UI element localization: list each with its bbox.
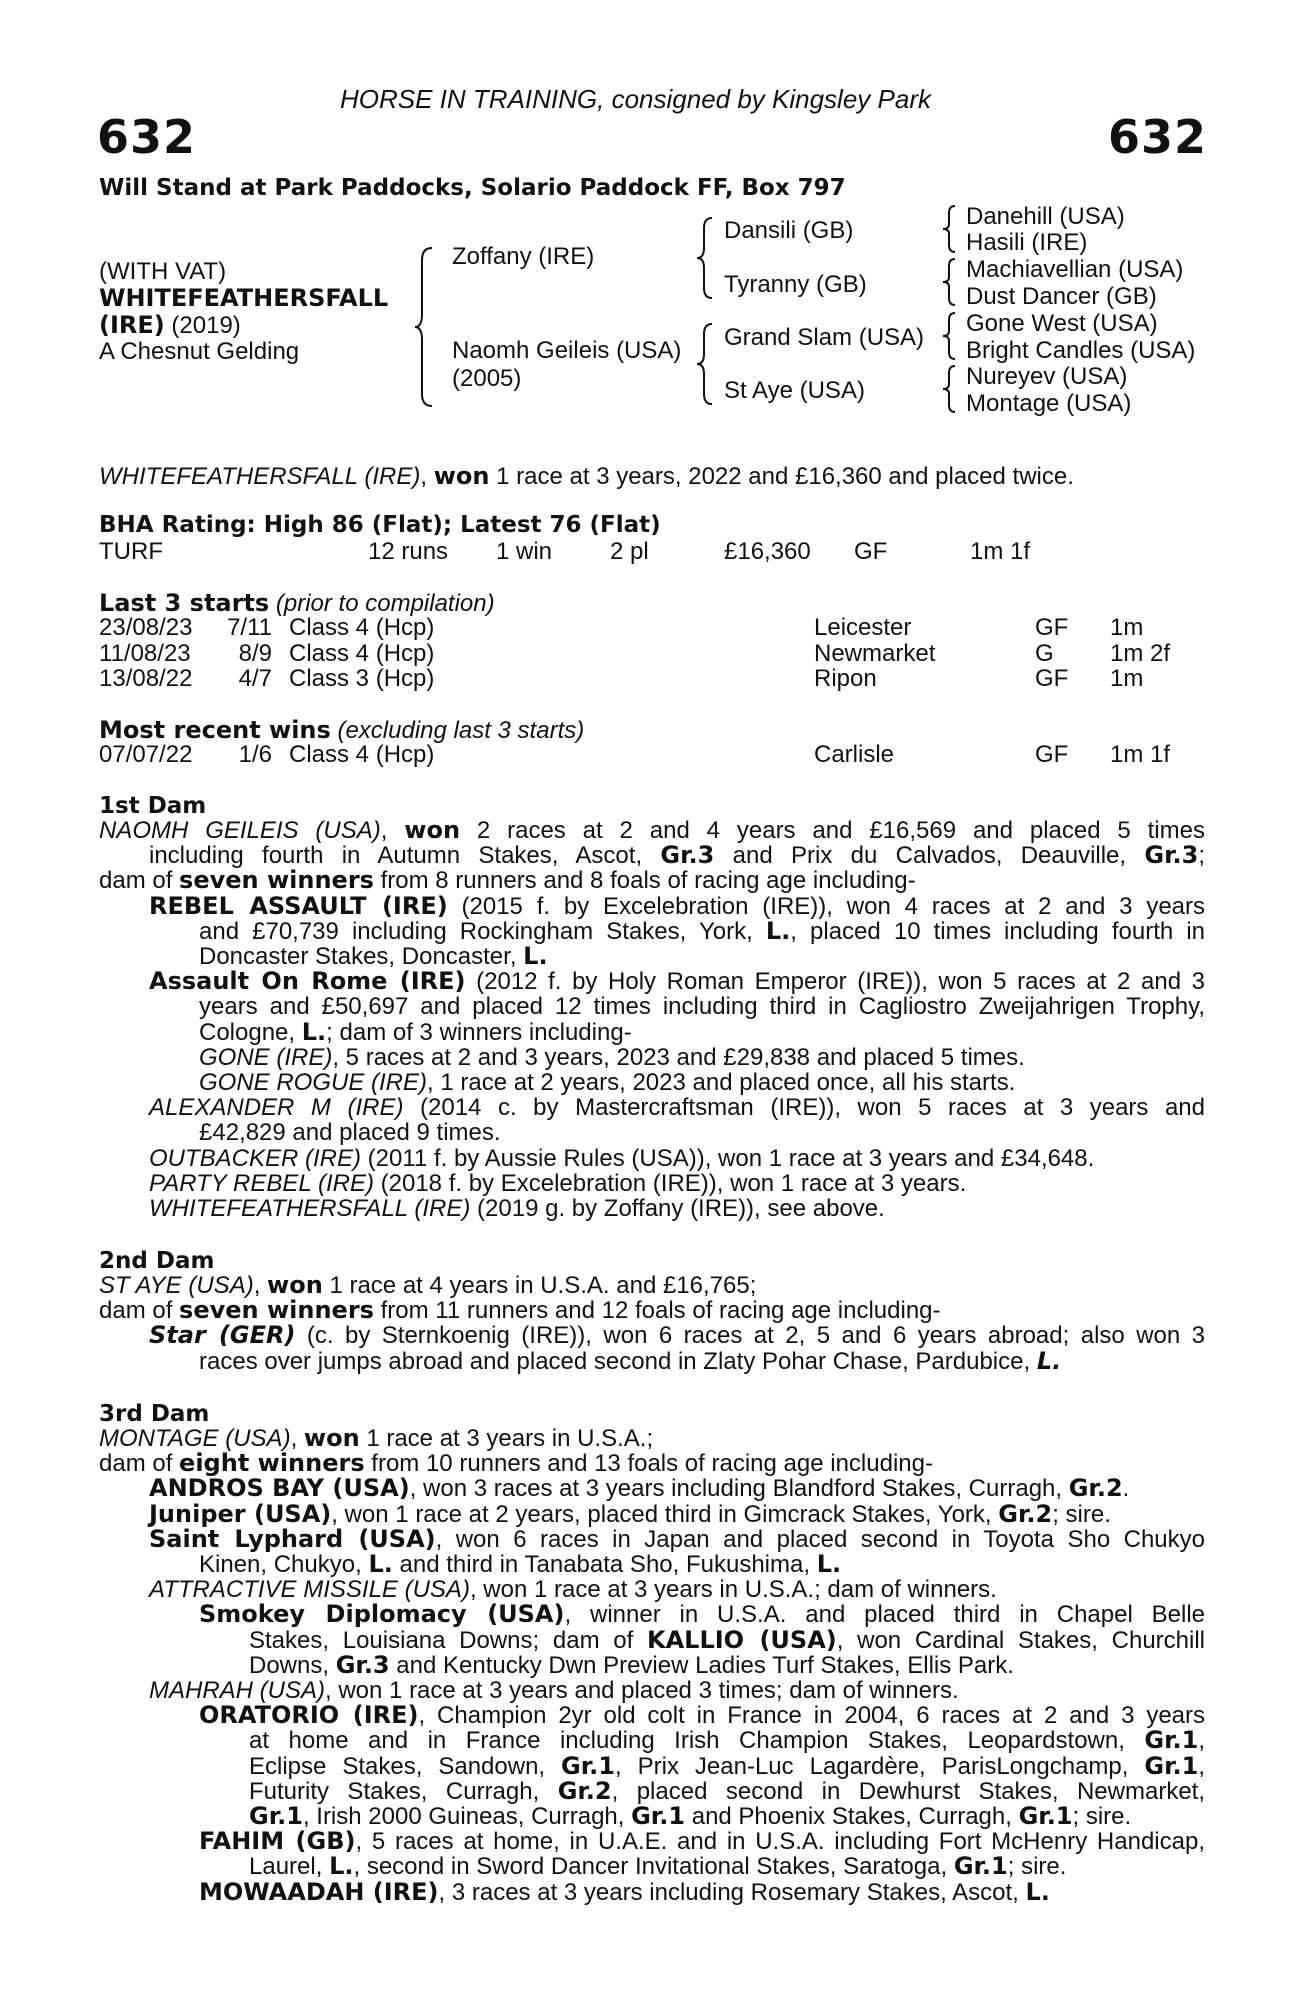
emphasis-run: Gr.3 (660, 841, 715, 870)
dam2-title: 2nd Dam (99, 1248, 215, 1274)
text-run: , 5 races at home, in U.A.E. and in U.S.A. including Fort McHenry Handicap, (355, 1828, 1205, 1856)
emphasis-run: seven winners (179, 1296, 374, 1325)
start-date: 13/08/22 (99, 665, 193, 692)
win-dist: 1m 1f (1110, 741, 1171, 768)
emphasis-run: L. (301, 1017, 327, 1046)
emphasis-run: Gr.1 (249, 1802, 303, 1831)
emphasis-run: L. (816, 1550, 842, 1579)
start-dist: 1m 2f (1110, 639, 1171, 667)
text-run: and Kentucky Dwn Preview Ladies Turf Stakes, Ellis Park. (389, 1651, 1014, 1679)
text-line (99, 891, 1206, 920)
text-run: (c. by Sternkoenig (IRE)), won 6 races at 2, 5 and 6 years abroad; also won 3 (295, 1322, 1206, 1350)
text-line (99, 1577, 1205, 1602)
text-line (99, 1499, 1205, 1528)
ggp-1: Danehill (USA) (966, 203, 1125, 230)
dam1-title: 1st Dam (99, 793, 207, 819)
start-going: G (1035, 639, 1054, 667)
text-run: , 5 races at 2 and 3 years, 2023 and £29,838 and placed 5 times. (332, 1043, 1025, 1071)
emphasis-run: ORATORIO (IRE) (199, 1701, 419, 1730)
start-date: 11/08/23 (99, 639, 191, 667)
emphasis-run: Gr.2 (998, 1499, 1053, 1528)
rating-going: GF (854, 538, 888, 565)
text-run: , won 6 races in Japan and placed second in Toyota Sho Chukyo (435, 1525, 1205, 1553)
emphasis-run: L. (523, 942, 548, 971)
text-run: , placed second in Dewhurst Stakes, Newmarket, (611, 1777, 1206, 1805)
text-run: , Irish 2000 Guineas, Curragh, (302, 1803, 632, 1831)
ggp-2: Hasili (IRE) (966, 229, 1088, 256)
text-run: dam of (99, 1450, 180, 1478)
sire-sire-name: Dansili (GB) (724, 217, 854, 244)
text-run: and Phoenix Stakes, Curragh, (685, 1803, 1019, 1831)
text-run: Eclipse Stakes, Sandown, (249, 1752, 562, 1780)
rating-distance: 1m 1f (970, 538, 1031, 565)
ggp-6: Bright Candles (USA) (966, 337, 1196, 364)
pedigree-brace-gg2 (942, 257, 958, 307)
start-pos: 8/9 (238, 639, 272, 667)
race-summary: WHITEFEATHERSFALL (IRE), won 1 race at 3 years, 2022 and £16,360 and placed twice. (99, 462, 1074, 490)
emphasis-run: L. (368, 1550, 393, 1579)
text-run: dam of (99, 1297, 180, 1325)
emphasis-run: Gr.1 (561, 1751, 615, 1780)
emphasis-run: Gr.3 (335, 1650, 390, 1679)
recent-wins-title: Most recent wins (99, 716, 331, 744)
text-run: , 3 races at 3 years including Rosemary Stakes, Ascot, (438, 1878, 1026, 1906)
summary-horse-name: WHITEFEATHERSFALL (IRE) (99, 463, 421, 490)
text-run: Doncaster Stakes, Doncaster, (199, 943, 524, 971)
text-line (99, 1171, 1205, 1196)
emphasis-run: won (404, 816, 461, 844)
emphasis-run: Gr.2 (557, 1776, 612, 1805)
last-starts-heading (99, 590, 495, 617)
text-run: ; sire. (1007, 1853, 1067, 1881)
text-run: , won 3 races at 3 years including Blandford Stakes, Curragh, (409, 1475, 1069, 1503)
emphasis-run: REBEL ASSAULT (IRE) (149, 891, 448, 920)
text-run: (2014 c. by Mastercraftsman (IRE)), won 5 races at 3 years and (403, 1094, 1205, 1122)
text-line (99, 843, 1205, 868)
text-run: , Prix Jean-Luc Lagardère, ParisLongchamp, (614, 1752, 1145, 1780)
dam-name: Naomh Geileis (USA) (452, 337, 682, 364)
emphasis-run: OUTBACKER (IRE) (149, 1144, 362, 1172)
text-run: Downs, (249, 1651, 336, 1679)
win-date: 07/07/22 (99, 741, 193, 768)
emphasis-run: won (303, 1424, 360, 1452)
text-run: £42,829 and placed 9 times. (199, 1119, 501, 1147)
pedigree-brace-main (414, 246, 436, 408)
text-run: and third in Tanabata Sho, Fukushima, (392, 1551, 817, 1579)
dam2-body (99, 1273, 1205, 1374)
win-race-class: Class 4 (Hcp) (289, 741, 435, 768)
emphasis-run: KALLIO (USA) (646, 1625, 837, 1654)
emphasis-run: FAHIM (GB) (199, 1827, 356, 1856)
pedigree-brace-gg3 (942, 311, 958, 361)
text-run: ; sire. (1052, 1500, 1111, 1528)
text-line (99, 1017, 1205, 1046)
start-course: Leicester (814, 614, 912, 641)
text-line (99, 1552, 1205, 1577)
rating-surface: TURF (99, 538, 163, 565)
emphasis-run: Star (GER) (149, 1321, 296, 1350)
text-run: , (380, 817, 405, 844)
lot-number-left: 632 (97, 110, 197, 164)
text-line (99, 994, 1205, 1019)
dam1-body (99, 818, 1205, 1221)
rating-runs: 12 runs (368, 538, 449, 565)
emphasis-run: ALEXANDER M (IRE) (149, 1094, 404, 1122)
text-run: , won 1 race at 2 years, placed third in Gimcrack Stakes, York, (331, 1500, 999, 1528)
ggp-5: Gone West (USA) (966, 310, 1158, 337)
text-line (99, 916, 1206, 945)
text-run: , placed 10 times including fourth in (790, 917, 1206, 945)
pedigree-brace-gg4 (942, 364, 958, 414)
text-run: , (290, 1425, 304, 1452)
emphasis-run: Saint Lyphard (USA) (149, 1524, 436, 1553)
text-line (99, 1298, 1205, 1323)
text-run: , second in Sword Dancer Invitational Stakes, Saratoga, (353, 1853, 954, 1881)
text-line (99, 1095, 1205, 1120)
text-line (99, 944, 1205, 969)
text-line (99, 1728, 1205, 1753)
sire-name: Zoffany (IRE) (452, 243, 595, 270)
emphasis-run: Gr.1 (1144, 1726, 1199, 1755)
emphasis-run: Assault On Rome (IRE) (149, 967, 466, 996)
bha-rating: BHA Rating: High 86 (Flat); Latest 76 (Flat) (99, 512, 661, 538)
start-course: Ripon (814, 665, 877, 692)
text-line (99, 1196, 1205, 1221)
text-line (99, 1070, 1205, 1095)
text-run: 1 race at 4 years in U.S.A. and £16,765; (322, 1272, 757, 1299)
text-run: years and £50,697 and placed 12 times including third in Cagliostro Zweijahrigen Trophy, (199, 993, 1205, 1021)
text-run: (2011 f. by Aussie Rules (USA)), won 1 race at 3 years and £34,648. (361, 1144, 1095, 1172)
emphasis-run: PARTY REBEL (IRE) (149, 1169, 374, 1197)
text-line (99, 1451, 1205, 1476)
start-course: Newmarket (814, 639, 936, 667)
text-run: Futurity Stakes, Curragh, (249, 1777, 558, 1805)
text-run: , 1 race at 2 years, 2023 and placed once, all his starts. (427, 1069, 1016, 1097)
recent-wins-note: (excluding last 3 starts) (330, 717, 585, 744)
text-run: (2019 g. by Zoffany (IRE)), see above. (470, 1195, 885, 1223)
text-line (99, 1476, 1205, 1501)
summary-won: won (433, 462, 490, 490)
rating-placed: 2 pl (610, 538, 649, 565)
text-line (99, 1804, 1205, 1829)
last-starts-title: Last 3 starts (99, 589, 270, 617)
pedigree-brace-sire (696, 216, 716, 300)
text-line (99, 1854, 1205, 1879)
horse-description: A Chesnut Gelding (99, 338, 300, 365)
dam3-title: 3rd Dam (99, 1401, 210, 1427)
emphasis-run: Gr.2 (1068, 1474, 1123, 1503)
start-pos: 7/11 (227, 614, 272, 641)
dam-sire-name: Grand Slam (USA) (724, 324, 925, 351)
pedigree-brace-dam (696, 322, 716, 406)
text-line (99, 969, 1205, 994)
last-starts-note: (prior to compilation) (269, 590, 495, 617)
emphasis-run: NAOMH GEILEIS (USA) (99, 817, 381, 844)
emphasis-run: eight winners (179, 1449, 365, 1478)
text-run: dam of (99, 867, 180, 895)
start-race-class: Class 4 (Hcp) (289, 639, 435, 667)
start-pos: 4/7 (238, 665, 272, 692)
text-line (99, 818, 1205, 843)
text-line (99, 1146, 1205, 1171)
text-line (99, 1426, 1205, 1451)
text-run: Stakes, Louisiana Downs; dam of (249, 1626, 647, 1654)
win-going: GF (1035, 741, 1069, 768)
emphasis-run: MOWAADAH (IRE) (199, 1877, 439, 1906)
text-line (99, 1877, 1205, 1906)
consignment-header: HORSE IN TRAINING, consigned by Kingsley Park (340, 84, 931, 114)
emphasis-run: won (267, 1271, 323, 1299)
text-line (99, 1602, 1205, 1627)
text-run: , (253, 1272, 268, 1299)
ggp-4: Dust Dancer (GB) (966, 283, 1157, 310)
text-line (99, 1273, 1205, 1298)
text-line (99, 1045, 1205, 1070)
text-line (99, 1703, 1205, 1728)
dam-dam-name: St Aye (USA) (724, 377, 865, 404)
dam-year: (2005) (452, 365, 522, 392)
text-line (99, 1776, 1206, 1805)
text-run: , won 1 race at 3 years and placed 3 times; dam of winners. (325, 1677, 959, 1705)
emphasis-run: L. (329, 1852, 354, 1881)
text-line (99, 1829, 1205, 1854)
start-dist: 1m (1110, 665, 1144, 692)
emphasis-run: Smokey Diplomacy (USA) (199, 1600, 565, 1629)
emphasis-run: L. (765, 916, 791, 945)
emphasis-run: L. (1036, 1346, 1062, 1375)
text-run: and Prix du Calvados, Deauville, (714, 842, 1145, 870)
ggp-3: Machiavellian (USA) (966, 256, 1184, 283)
emphasis-run: MONTAGE (USA) (99, 1425, 291, 1452)
emphasis-run: ANDROS BAY (USA) (149, 1474, 410, 1503)
emphasis-run: L. (1025, 1877, 1050, 1906)
text-run: , won Cardinal Stakes, Churchill (836, 1626, 1205, 1654)
lot-number-right: 632 (1108, 110, 1208, 164)
horse-year: (2019) (164, 312, 241, 339)
rating-wins: 1 win (496, 538, 553, 565)
text-line (99, 1524, 1205, 1553)
text-run: Laurel, (249, 1853, 330, 1881)
emphasis-run: Gr.1 (953, 1852, 1008, 1881)
text-run: , winner in U.S.A. and placed third in Chapel Belle (564, 1601, 1205, 1629)
text-line (99, 1751, 1205, 1780)
dam3-body (99, 1426, 1205, 1905)
text-run: (2012 f. by Holy Roman Emperor (IRE)), won 5 races at 2 and 3 (465, 968, 1205, 996)
emphasis-run: Juniper (USA) (149, 1499, 332, 1528)
emphasis-run: Gr.1 (1144, 1751, 1199, 1780)
win-pos: 1/6 (238, 741, 272, 768)
emphasis-run: MAHRAH (USA) (149, 1677, 326, 1705)
stand-location: Will Stand at Park Paddocks, Solario Paddock FF, Box 797 (99, 175, 846, 201)
text-run: , won 1 race at 3 years in U.S.A.; dam of winners. (469, 1576, 997, 1604)
vat-label: (WITH VAT) (99, 258, 227, 285)
emphasis-run: GONE ROGUE (IRE) (199, 1069, 428, 1097)
start-race-class: Class 3 (Hcp) (289, 665, 435, 692)
text-line (99, 1323, 1205, 1348)
text-line (99, 1346, 1205, 1375)
recent-wins-heading (99, 717, 584, 744)
emphasis-run: seven winners (179, 866, 374, 895)
horse-name-line2 (99, 312, 241, 339)
text-run: from 11 runners and 12 foals of racing age including- (373, 1297, 941, 1325)
text-line (99, 1120, 1205, 1145)
ggp-7: Nureyev (USA) (966, 363, 1128, 390)
start-going: GF (1035, 665, 1069, 692)
text-run: . (1122, 1475, 1130, 1503)
horse-name: WHITEFEATHERSFALL (99, 284, 389, 312)
text-line (99, 1678, 1205, 1703)
text-run: (2015 f. by Excelebration (IRE)), won 4 races at 2 and 3 years (447, 892, 1206, 920)
text-run: including fourth in Autumn Stakes, Ascot, (149, 842, 661, 870)
text-run: Kinen, Chukyo, (199, 1551, 369, 1579)
text-run: , (1198, 1727, 1205, 1755)
text-run: from 8 runners and 8 foals of racing age including- (373, 867, 916, 895)
text-run: (2018 f. by Excelebration (IRE)), won 1 race at 3 years. (373, 1169, 967, 1197)
emphasis-run: WHITEFEATHERSFALL (IRE) (149, 1195, 471, 1223)
text-run: 1 race at 3 years in U.S.A.; (359, 1425, 654, 1452)
text-run: at home and in France including Irish Champion Stakes, Leopardstown, (249, 1727, 1145, 1755)
emphasis-run: GONE (IRE) (199, 1043, 333, 1071)
emphasis-run: Gr.1 (631, 1802, 686, 1831)
text-run: ; (1198, 842, 1205, 870)
text-run: , Champion 2yr old colt in France in 2004, 6 races at 2 and 3 years (418, 1702, 1206, 1730)
sire-dam-name: Tyranny (GB) (724, 271, 867, 298)
text-run: ; sire. (1072, 1803, 1132, 1831)
pedigree-brace-gg1 (942, 204, 958, 254)
start-race-class: Class 4 (Hcp) (289, 614, 435, 641)
emphasis-run: ATTRACTIVE MISSILE (USA) (149, 1576, 470, 1604)
text-line (99, 1650, 1205, 1679)
text-run: and £70,739 including Rockingham Stakes, York, (199, 917, 766, 945)
emphasis-run: Gr.3 (1144, 841, 1199, 870)
text-run: Cologne, (199, 1018, 302, 1046)
horse-country: (IRE) (99, 311, 165, 339)
text-run: , (1198, 1752, 1205, 1780)
text-line (99, 1625, 1205, 1654)
start-going: GF (1035, 614, 1069, 641)
text-run: races over jumps abroad and placed second in Zlaty Pohar Chase, Pardubice, (199, 1347, 1037, 1375)
text-line (99, 868, 1205, 893)
text-run: ; dam of 3 winners including- (326, 1018, 632, 1046)
win-course: Carlisle (814, 741, 895, 768)
rating-earnings: £16,360 (724, 538, 811, 565)
start-date: 23/08/23 (99, 614, 193, 641)
emphasis-run: Gr.1 (1018, 1802, 1073, 1831)
emphasis-run: ST AYE (USA) (99, 1272, 254, 1299)
ggp-8: Montage (USA) (966, 390, 1132, 417)
text-run: from 10 runners and 13 foals of racing age including- (364, 1450, 933, 1478)
start-dist: 1m (1110, 614, 1144, 641)
summary-text: 1 race at 3 years, 2022 and £16,360 and placed twice. (489, 463, 1074, 490)
text-run: 2 races at 2 and 4 years and £16,569 and placed 5 times (460, 817, 1205, 844)
